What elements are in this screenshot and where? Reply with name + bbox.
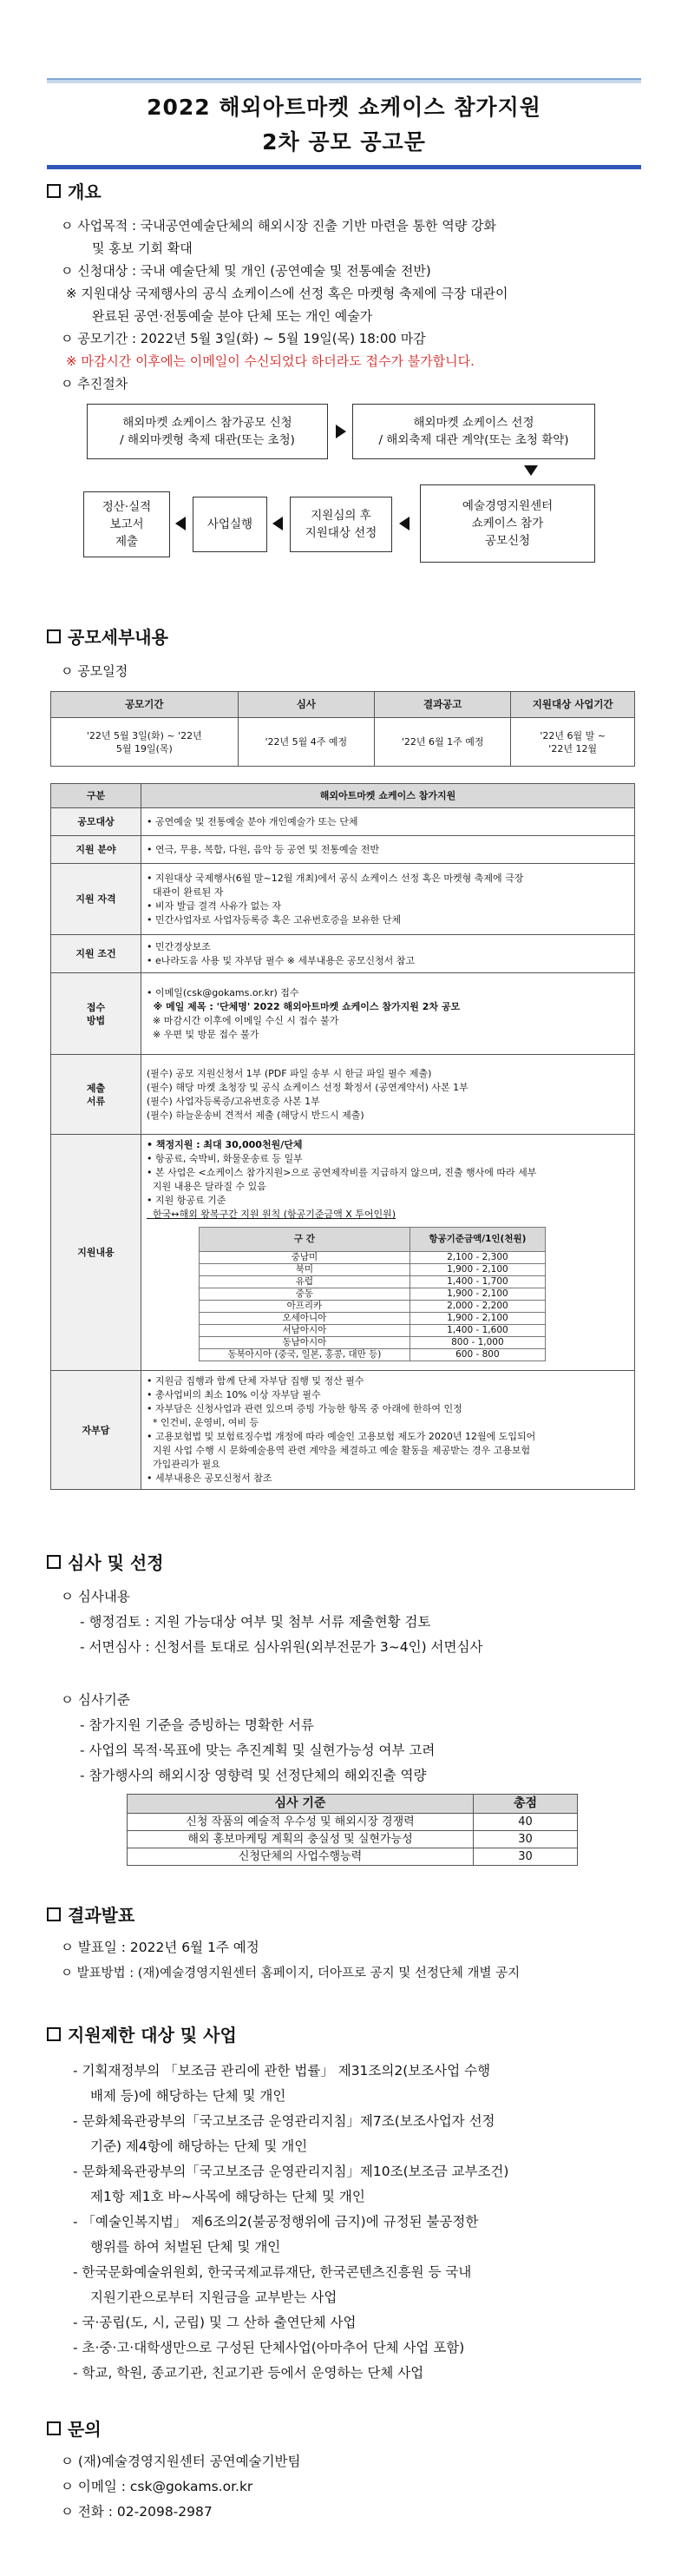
criteria-score: 30 [474, 1831, 578, 1848]
flow-step-gokams-apply: 예술경영지원센터 쇼케이스 참가 공모신청 [420, 484, 595, 563]
schedule-cell: '22년 5월 4주 예정 [238, 718, 374, 767]
contact-org: ㅇ (재)예술경영지원센터 공연예술기반팀 [61, 2454, 301, 2469]
row-line: • 자부담은 신청사업과 관련 있으며 증빙 가능한 항목 중 아래에 한하여 인정 [147, 1403, 462, 1414]
flow-step-execute: 사업실행 [193, 497, 267, 552]
restrict-item: - 국·공립(도, 시, 군립) 및 그 산하 출연단체 사업 [73, 2315, 357, 2330]
airfare-amount: 1,900 - 2,100 [410, 1264, 545, 1276]
arrow-left-icon [175, 517, 186, 530]
restrict-item: - 학교, 학원, 종교기관, 친교기관 등에서 운영하는 단체 사업 [73, 2365, 424, 2381]
schedule-table [50, 691, 635, 767]
criteria-header: 총점 [474, 1795, 578, 1814]
restrict-item-cont: 행위를 하여 처벌된 단체 및 개인 [90, 2239, 281, 2255]
row-line: 지원 내용은 달라질 수 있음 [147, 1181, 266, 1192]
program-table-header: 구분 [51, 784, 141, 808]
airfare-amount: 1,900 - 2,100 [410, 1288, 545, 1301]
row-label: 지원 분야 [51, 836, 141, 864]
row-line: ※ 우편 및 방문 접수 불가 [147, 1028, 259, 1040]
square-bullet-icon [47, 1555, 61, 1569]
airfare-region: 서남아시아 [200, 1325, 410, 1337]
title-line-1: 2022 해외아트마켓 쇼케이스 참가지원 [147, 95, 541, 120]
row-line: (필수) 해당 마켓 초청장 및 공식 쇼케이스 선정 확정서 (공연계약서) 사본 1부 [147, 1081, 468, 1093]
schedule-cell: '22년 6월 1주 예정 [375, 718, 511, 767]
page-title [47, 83, 641, 165]
airfare-region: 중남미 [200, 1252, 410, 1264]
review-criteria-item: - 참가지원 기준을 증빙하는 명확한 서류 [80, 1717, 314, 1733]
contact-email[interactable]: ㅇ 이메일 : csk@gokams.or.kr [61, 2479, 253, 2494]
section-overview-title: 개요 [68, 181, 102, 202]
arrow-left-icon [399, 517, 410, 530]
row-line: • 지원 항공료 기준 [147, 1195, 226, 1206]
arrow-down-icon [524, 465, 538, 476]
row-line: • 세부내용은 공모신청서 참조 [147, 1472, 272, 1484]
row-content [141, 864, 635, 935]
row-content [141, 1135, 635, 1371]
overview-period: ㅇ 공모기간 : 2022년 5월 3일(화) ~ 5월 19일(목) 18:00 마감 [61, 331, 426, 346]
row-line: 한국↔해외 왕복구간 지원 원칙 (항공기준금액 X 투어인원) [147, 1209, 396, 1220]
restrict-item: - 한국문화예술위원회, 한국국제교류재단, 한국콘텐츠진흥원 등 국내 [73, 2264, 472, 2280]
row-line: • e나라도움 사용 및 자부담 필수 ※ 세부내용은 공모신청서 참고 [147, 954, 415, 966]
overview-deadline-warning: ※ 마감시간 이후에는 이메일이 수신되었다 하더라도 접수가 불가합니다. [66, 353, 475, 369]
overview-purpose: ㅇ 사업목적 : 국내공연예술단체의 해외시장 진출 기반 마련을 통한 역량 강화 [61, 218, 496, 234]
row-content [141, 1055, 635, 1135]
row-line: (필수) 공모 지원신청서 1부 (PDF 파일 송부 시 한글 파일 필수 제출) [147, 1067, 432, 1079]
results-date: ㅇ 발표일 : 2022년 6월 1주 예정 [61, 1940, 259, 1955]
flow-step-selection: 지원심의 후 지원대상 선정 [290, 497, 392, 552]
airfare-region: 북미 [200, 1264, 410, 1276]
flow-step-market-selected: 해외마켓 쇼케이스 선정 / 해외축제 대관 계약(또는 초청 확약) [352, 404, 595, 459]
overview-note-1: ※ 지원대상 국제행사의 공식 쇼케이스에 선정 혹은 마켓형 축제에 극장 대관이 [66, 286, 508, 301]
criteria-item: 신청 작품의 예술적 우수성 및 해외시장 경쟁력 [128, 1814, 474, 1831]
airfare-region: 동북아시아 (중국, 일본, 홍콩, 대만 등) [200, 1349, 410, 1361]
overview-purpose-cont: 및 홍보 기회 확대 [92, 240, 193, 256]
row-line: • 연극, 무용, 복합, 다원, 음악 등 공연 및 전통예술 전반 [147, 843, 379, 855]
section-contact-title: 문의 [68, 2419, 102, 2440]
row-content [141, 935, 635, 973]
row-line: 지원 사업 수행 시 문화예술용역 관련 계약을 체결하고 예술 활동을 제공받는 경우 고용보험 [147, 1445, 531, 1456]
review-criteria-item: - 참가행사의 해외시장 영향력 및 선정단체의 해외진출 역량 [80, 1768, 427, 1783]
section-review-title: 심사 및 선정 [68, 1552, 164, 1573]
email-link[interactable]: • 이메일(csk@gokams.or.kr) 접수 [147, 986, 299, 998]
row-content [141, 1371, 635, 1490]
overview-note-1-cont: 완료된 공연·전통예술 분야 단체 또는 개인 예술가 [92, 308, 373, 324]
row-line: 대관이 완료된 자 [147, 886, 224, 898]
row-line: • 총사업비의 최소 10% 이상 자부담 필수 [147, 1389, 321, 1400]
airfare-amount: 1,400 - 1,700 [410, 1276, 545, 1288]
review-content-label: ㅇ 심사내용 [61, 1589, 130, 1604]
restrict-item: - 「예술인복지법」 제6조의2(불공정행위에 금지)에 규정된 불공정한 [73, 2214, 479, 2230]
criteria-item: 신청단체의 사업수행능력 [128, 1848, 474, 1866]
restrict-item: - 초·중·고·대학생만으로 구성된 단체사업(아마추어 단체 사업 포함) [73, 2340, 465, 2355]
row-line: • 민간경상보조 [147, 940, 211, 952]
criteria-header: 심사 기준 [128, 1795, 474, 1814]
arrow-left-icon [272, 517, 283, 530]
schedule-cell: '22년 5월 3일(화) ~ '22년 5월 19일(목) [51, 718, 239, 767]
program-table [50, 783, 635, 1490]
overview-target: ㅇ 신청대상 : 국내 예술단체 및 개인 (공연예술 및 전통예술 전반) [61, 263, 431, 279]
row-label: 자부담 [51, 1371, 141, 1490]
restrict-item-cont: 제1항 제1호 바~사목에 해당하는 단체 및 개인 [90, 2189, 365, 2204]
airfare-amount: 2,000 - 2,200 [410, 1301, 545, 1313]
schedule-header: 심사 [238, 692, 374, 718]
schedule-header: 지원대상 사업기간 [511, 692, 635, 718]
row-line: ※ 메일 제목 : '단체명' 2022 해외아트마켓 쇼케이스 참가지원 2차 공모 [147, 1000, 461, 1012]
airfare-table [199, 1227, 546, 1361]
row-content [141, 836, 635, 864]
row-line: • 책정지원 : 최대 30,000천원/단체 [147, 1139, 303, 1150]
section-details-heading [47, 623, 168, 649]
title-bottom-rule [47, 165, 641, 169]
overview-process-label: ㅇ 추진절차 [61, 376, 128, 392]
airfare-amount: 800 - 1,000 [410, 1337, 545, 1349]
row-content [141, 808, 635, 836]
flow-step-report: 정산·실적 보고서 제출 [83, 491, 170, 557]
row-line: (필수) 하늘운송비 견적서 제출 (해당시 반드시 제출) [147, 1109, 364, 1121]
airfare-amount: 2,100 - 2,300 [410, 1252, 545, 1264]
section-overview-heading [47, 178, 102, 203]
review-criteria-label: ㅇ 심사기준 [61, 1692, 130, 1708]
airfare-amount: 1,400 - 1,600 [410, 1325, 545, 1337]
schedule-header: 결과공고 [375, 692, 511, 718]
airfare-region: 아프리카 [200, 1301, 410, 1313]
section-restrict-heading [47, 2021, 237, 2046]
section-restrict-title: 지원제한 대상 및 사업 [68, 2025, 237, 2046]
program-table-header: 해외아트마켓 쇼케이스 참가지원 [141, 784, 635, 808]
airfare-region: 유럽 [200, 1276, 410, 1288]
row-line: • 비자 발급 결격 사유가 없는 자 [147, 899, 281, 912]
title-block [47, 78, 641, 169]
row-content [141, 973, 635, 1055]
restrict-item-cont: 지원기관으로부터 지원금을 교부받는 사업 [90, 2289, 337, 2305]
criteria-table [127, 1794, 578, 1866]
row-label: 지원 자격 [51, 864, 141, 935]
schedule-cell: '22년 6월 말 ~ '22년 12월 [511, 718, 635, 767]
schedule-header: 공모기간 [51, 692, 239, 718]
restrict-item-cont: 배제 등)에 해당하는 단체 및 개인 [90, 2088, 286, 2104]
row-label: 제출 서류 [51, 1055, 141, 1135]
row-label: 지원 조건 [51, 935, 141, 973]
criteria-item: 해외 홍보마케팅 계획의 충실성 및 실현가능성 [128, 1831, 474, 1848]
restrict-item: - 기획재정부의 「보조금 관리에 관한 법률」 제31조의2(보조사업 수행 [73, 2063, 491, 2079]
restrict-item: - 문화체육관광부의「국고보조금 운영관리지침」제7조(보조사업자 선정 [73, 2113, 495, 2129]
criteria-score: 30 [474, 1848, 578, 1866]
section-review-heading [47, 1549, 164, 1574]
row-label: 지원내용 [51, 1135, 141, 1371]
row-label: 공모대상 [51, 808, 141, 836]
airfare-amount: 1,900 - 2,100 [410, 1313, 545, 1325]
review-criteria-item: - 사업의 목적·목표에 맞는 추진계획 및 실현가능성 여부 고려 [80, 1743, 436, 1758]
square-bullet-icon [47, 629, 61, 643]
row-line: • 본 사업은 <쇼케이스 참가지원>으로 공연제작비를 지급하지 않으며, 진출 행사에 따라 세부 [147, 1167, 537, 1178]
section-details-title: 공모세부내용 [68, 627, 168, 648]
square-bullet-icon [47, 184, 61, 198]
row-line: • 민간사업자로 사업자등록증 혹은 고유번호증을 보유한 단체 [147, 913, 402, 926]
row-line: 가입관리가 필요 [147, 1459, 220, 1470]
airfare-header: 항공기준금액/1인(천원) [410, 1228, 545, 1252]
airfare-amount: 600 - 800 [410, 1349, 545, 1361]
row-label: 접수 방법 [51, 973, 141, 1055]
row-line: * 인건비, 운영비, 여비 등 [147, 1417, 259, 1428]
row-line: • 지원대상 국제행사(6월 말~12월 개최)에서 공식 쇼케이스 선정 혹은 마켓형 축제에 극장 [147, 872, 524, 884]
schedule-label: ㅇ 공모일정 [61, 663, 128, 679]
square-bullet-icon [47, 1907, 61, 1921]
review-content-item: - 행정검토 : 지원 가능대상 여부 및 첨부 서류 제출현황 검토 [80, 1614, 431, 1630]
row-line: • 지원금 집행과 함께 단체 자부담 집행 및 정산 필수 [147, 1375, 364, 1387]
airfare-region: 오세아니아 [200, 1313, 410, 1325]
title-line-2: 2차 공모 공고문 [262, 129, 426, 155]
row-line: • 고용보험법 및 보험료징수법 개정에 따라 예술인 고용보험 제도가 2020년 12월에 도입되어 [147, 1431, 536, 1442]
airfare-region: 동남아시아 [200, 1337, 410, 1349]
results-method: ㅇ 발표방법 : (재)예술경영지원센터 홈페이지, 더아프로 공지 및 선정단체 개별 공지 [61, 1967, 521, 1980]
square-bullet-icon [47, 2421, 61, 2435]
square-bullet-icon [47, 2027, 61, 2041]
row-line: (필수) 사업자등록증/고유번호증 사본 1부 [147, 1095, 320, 1107]
row-line: • 항공료, 숙박비, 화물운송료 등 일부 [147, 1153, 303, 1164]
airfare-header: 구 간 [200, 1228, 410, 1252]
row-line: • 공연예술 및 전통예술 분야 개인예술가 또는 단체 [147, 815, 358, 827]
section-contact-heading [47, 2415, 102, 2441]
review-content-item: - 서면심사 : 신청서를 토대로 심사위원(외부전문가 3~4인) 서면심사 [80, 1639, 483, 1655]
criteria-score: 40 [474, 1814, 578, 1831]
section-results-title: 결과발표 [68, 1905, 135, 1926]
restrict-item-cont: 기준) 제4항에 해당하는 단체 및 개인 [90, 2138, 308, 2154]
row-line: ※ 마감시간 이후에 이메일 수신 시 접수 불가 [147, 1014, 339, 1026]
airfare-region: 중동 [200, 1288, 410, 1301]
contact-phone: ㅇ 전화 : 02-2098-2987 [61, 2504, 213, 2520]
restrict-item: - 문화체육관광부의「국고보조금 운영관리지침」제10조(보조금 교부조건) [73, 2164, 509, 2179]
flow-step-apply-market: 해외마켓 쇼케이스 참가공모 신청 / 해외마켓형 축제 대관(또는 초청) [87, 404, 328, 459]
arrow-right-icon [336, 425, 346, 438]
section-results-heading [47, 1901, 134, 1927]
